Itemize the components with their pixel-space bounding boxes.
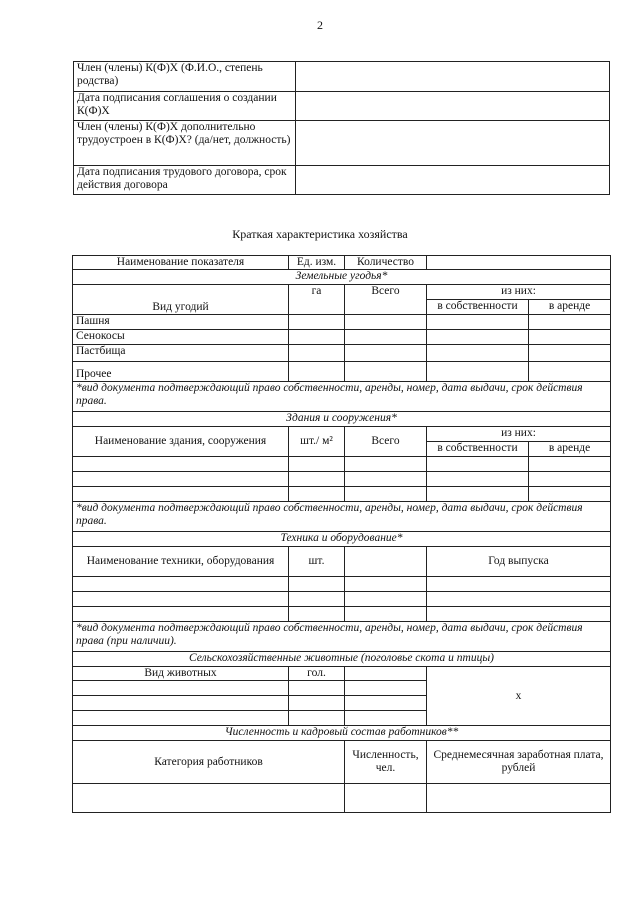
land-cell[interactable] [289,362,345,382]
equipment-col-unit: шт. [289,547,345,577]
equipment-col-year: Год выпуска [427,547,611,577]
equipment-cell[interactable] [73,577,289,592]
land-col-of-them: из них: [427,285,611,300]
land-col-own: в собственности [427,300,529,315]
equipment-cell[interactable] [73,607,289,622]
land-cell[interactable] [529,315,611,330]
equipment-cell[interactable] [345,577,427,592]
land-cell[interactable] [289,315,345,330]
equipment-cell[interactable] [289,607,345,622]
buildings-cell[interactable] [289,457,345,472]
equipment-cell[interactable] [289,577,345,592]
member-info-table [73,61,610,195]
land-col-rent: в аренде [529,300,611,315]
animals-cell[interactable] [345,696,427,711]
member-names-label: Член (члены) К(Ф)Х (Ф.И.О., степень родства) [74,62,296,92]
animals-col-unit: гол. [289,667,345,681]
equipment-cell[interactable] [427,577,611,592]
land-cell[interactable] [529,362,611,382]
buildings-cell[interactable] [345,472,427,487]
buildings-cell[interactable] [73,472,289,487]
buildings-cell[interactable] [529,487,611,502]
buildings-col-unit: шт./ м² [289,427,345,457]
buildings-title: Здания и сооружения* [73,412,611,427]
buildings-col-total: Всего [345,427,427,457]
buildings-cell[interactable] [289,487,345,502]
land-cell[interactable] [427,315,529,330]
equipment-title: Техника и оборудование* [73,532,611,547]
header-qty: Количество [345,256,427,270]
land-note: *вид документа подтверждающий право собственности, аренды, номер, дата выдачи, срок действия права. [73,382,611,412]
workers-cell[interactable] [427,784,611,813]
workers-cell[interactable] [345,784,427,813]
member-employed-field[interactable] [296,121,610,166]
header-name: Наименование показателя [73,256,289,270]
workers-col-category: Категория работников [73,741,345,784]
animals-title: Сельскохозяйственные животные (поголовье скота и птицы) [73,652,611,667]
land-cell[interactable] [529,345,611,362]
buildings-col-of-them: из них: [427,427,611,442]
header-unit: Ед. изм. [289,256,345,270]
buildings-cell[interactable] [427,457,529,472]
buildings-cell[interactable] [345,457,427,472]
land-cell[interactable] [345,315,427,330]
buildings-cell[interactable] [73,487,289,502]
land-cell[interactable] [427,362,529,382]
land-row-label: Сенокосы [73,330,289,345]
section-title: Краткая характеристика хозяйства [232,227,408,241]
buildings-cell[interactable] [73,457,289,472]
land-col-total: Всего [345,285,427,315]
animals-cell[interactable] [289,696,345,711]
animals-cell[interactable] [345,667,427,681]
buildings-cell[interactable] [529,472,611,487]
workers-col-count: Численность, чел. [345,741,427,784]
agreement-date-field[interactable] [296,92,610,121]
land-cell[interactable] [427,345,529,362]
animals-cell[interactable] [73,696,289,711]
buildings-col-rent: в аренде [529,442,611,457]
equipment-col-empty [345,547,427,577]
page-number: 2 [317,18,323,32]
land-row-label: Прочее [73,362,289,382]
animals-cell[interactable] [73,681,289,696]
animals-cell[interactable] [345,711,427,726]
member-employed-label: Член (члены) К(Ф)Х дополнительно трудоустроен в К(Ф)Х? (да/нет, должность) [74,121,296,166]
agreement-date-label: Дата подписания соглашения о создании К(Ф)Х [74,92,296,121]
equipment-cell[interactable] [73,592,289,607]
equipment-cell[interactable] [289,592,345,607]
land-cell[interactable] [427,330,529,345]
workers-cell[interactable] [73,784,345,813]
buildings-cell[interactable] [427,472,529,487]
animals-cell[interactable] [345,681,427,696]
land-row-label: Пашня [73,315,289,330]
animals-col-type: Вид животных [73,667,289,681]
land-cell[interactable] [345,345,427,362]
land-cell[interactable] [529,330,611,345]
workers-col-salary: Среднемесячная заработная плата, рублей [427,741,611,784]
land-col-type: Вид угодий [73,285,289,315]
buildings-note: *вид документа подтверждающий право собственности, аренды, номер, дата выдачи, срок действия права. [73,502,611,532]
workers-title: Численность и кадровый состав работников** [73,726,611,741]
buildings-cell[interactable] [427,487,529,502]
contract-date-label: Дата подписания трудового договора, срок действия договора [74,166,296,195]
equipment-cell[interactable] [427,607,611,622]
contract-date-field[interactable] [296,166,610,195]
equipment-note: *вид документа подтверждающий право собственности, аренды, номер, дата выдачи, срок действия права (при наличии). [73,622,611,652]
land-row-label: Пастбища [73,345,289,362]
buildings-col-own: в собственности [427,442,529,457]
equipment-col-name: Наименование техники, оборудования [73,547,289,577]
land-title: Земельные угодья* [73,270,611,285]
buildings-col-name: Наименование здания, сооружения [73,427,289,457]
farm-characteristics-table [72,255,611,813]
land-cell[interactable] [289,345,345,362]
header-empty [427,256,611,270]
land-col-ha: га [289,285,345,315]
buildings-cell[interactable] [529,457,611,472]
animals-x-mark: х [427,667,611,726]
equipment-cell[interactable] [345,592,427,607]
buildings-cell[interactable] [345,487,427,502]
animals-cell[interactable] [289,681,345,696]
equipment-cell[interactable] [345,607,427,622]
member-names-field[interactable] [296,62,610,92]
equipment-cell[interactable] [427,592,611,607]
buildings-cell[interactable] [289,472,345,487]
land-cell[interactable] [289,330,345,345]
land-cell[interactable] [345,330,427,345]
land-cell[interactable] [345,362,427,382]
animals-cell[interactable] [289,711,345,726]
animals-cell[interactable] [73,711,289,726]
